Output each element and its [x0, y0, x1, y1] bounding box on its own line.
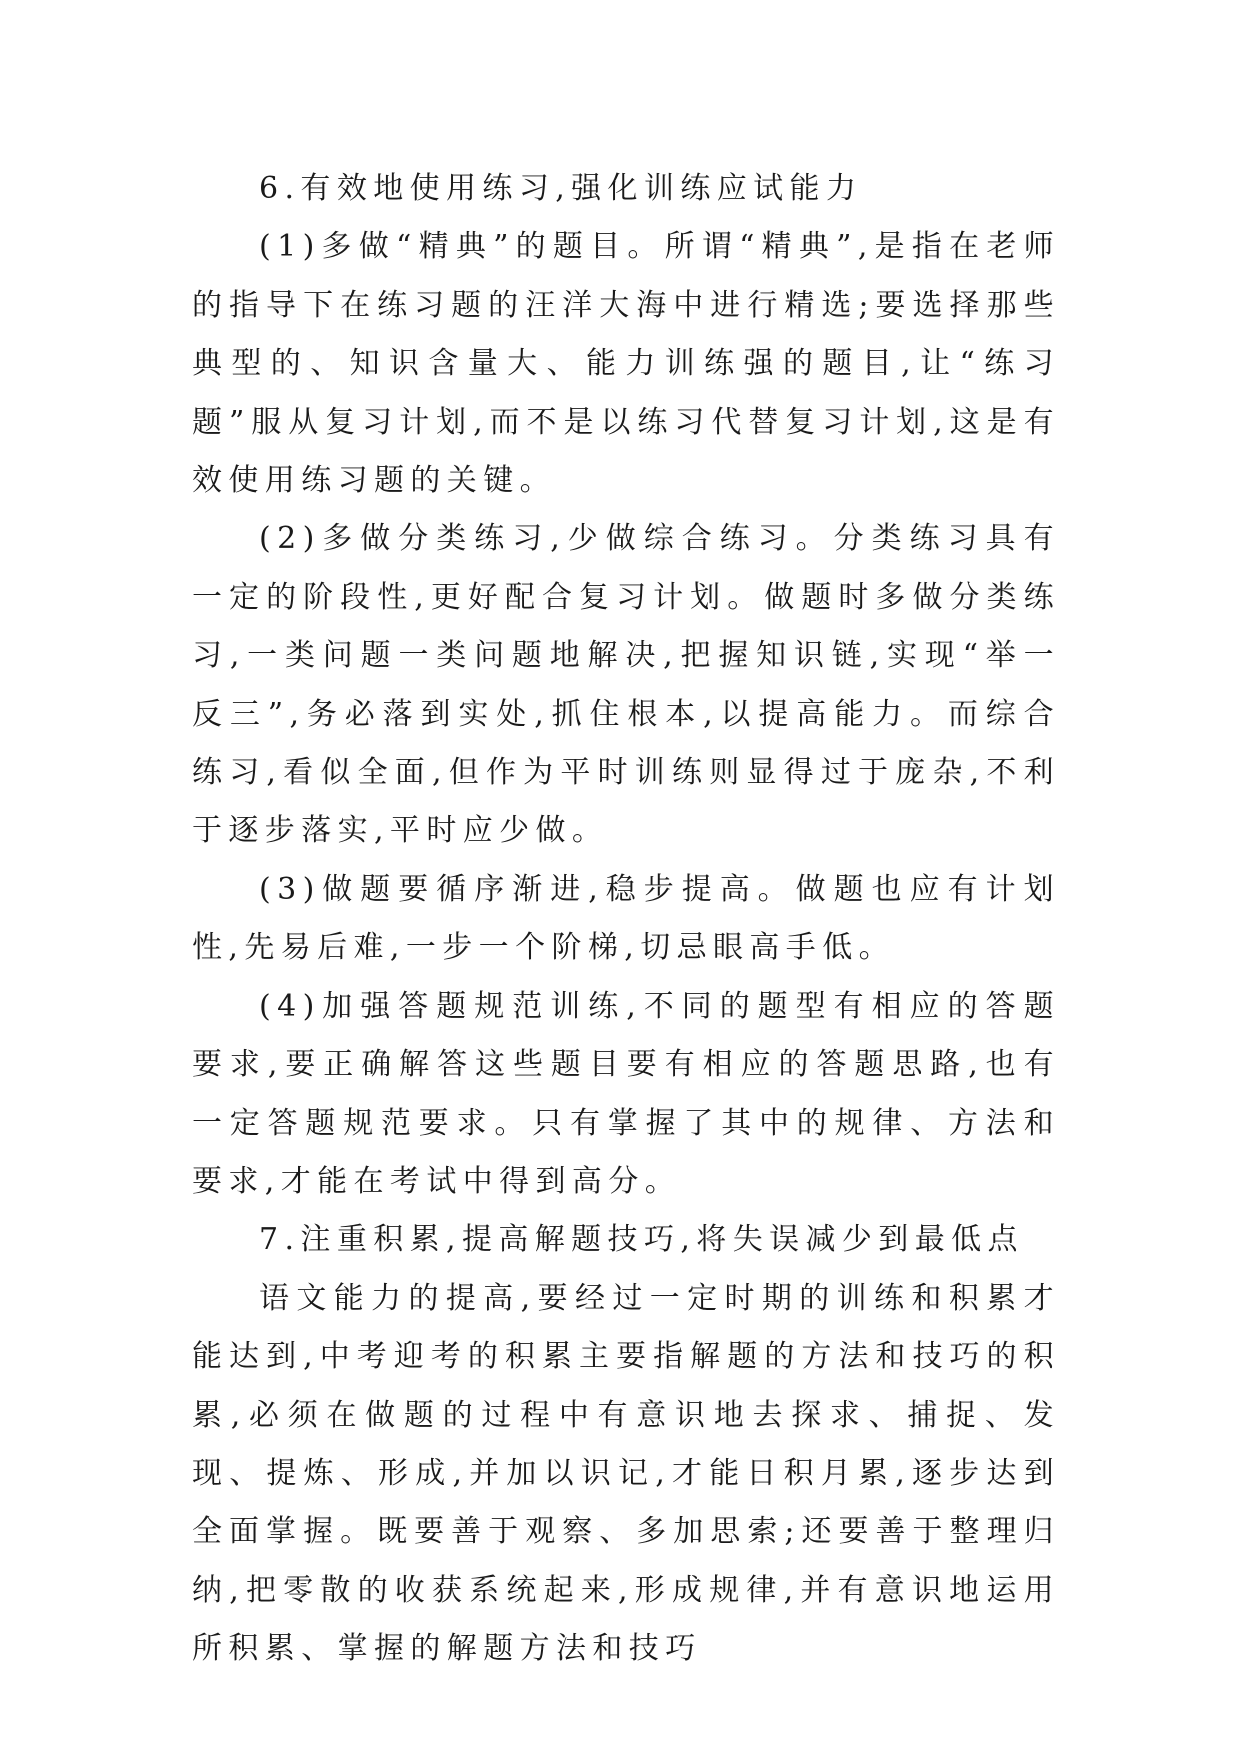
paragraph-accumulation: 语文能力的提高,要经过一定时期的训练和积累才能达到,中考迎考的积累主要指解题的方法和技巧的积累,必须在做题的过程中有意识地去探求、捕捉、发现、提炼、形成,并加以识记,才能日积月累,逐步达到全面掌握。既要善于观察、多加思索;还要善于整理归纳,把零散的收获系统起来,形成规律,并有意识地运用所积累、掌握的解题方法和技巧 — [192, 1280, 1060, 1667]
paragraph-item-4: (4)加强答题规范训练,不同的题型有相应的答题要求,要正确解答这些题目要有相应的答题思路,也有一定答题规范要求。只有掌握了其中的规律、方法和要求,才能在考试中得到高分。 — [192, 988, 1060, 1199]
section-heading-6: 6.有效地使用练习,强化训练应试能力 — [259, 171, 863, 206]
section-heading-7: 7.注重积累,提高解题技巧,将失误减少到最低点 — [259, 1222, 1024, 1258]
paragraph-item-2: (2)多做分类练习,少做综合练习。分类练习具有一定的阶段性,更好配合复习计划。做题时多做分类练习,一类问题一类问题地解决,把握知识链,实现“举一反三”,务必落到实处,抓住根本,以提高能力。而综合练习,看似全面,但作为平时训练则显得过于庞杂,不利于逐步落实,平时应少做。 — [192, 521, 1060, 849]
paragraph-item-3: (3)做题要循序渐进,稳步提高。做题也应有计划性,先易后难,一步一个阶梯,切忌眼高手低。 — [192, 871, 1060, 966]
paragraph-item-1: (1)多做“精典”的题目。所谓“精典”,是指在老师的指导下在练习题的汪洋大海中进行精选;要选择那些典型的、知识含量大、能力训练强的题目,让“练习题”服从复习计划,而不是以练习代替复习计划,这是有效使用练习题的关键。 — [192, 229, 1060, 499]
document-body — [192, 160, 1060, 1679]
